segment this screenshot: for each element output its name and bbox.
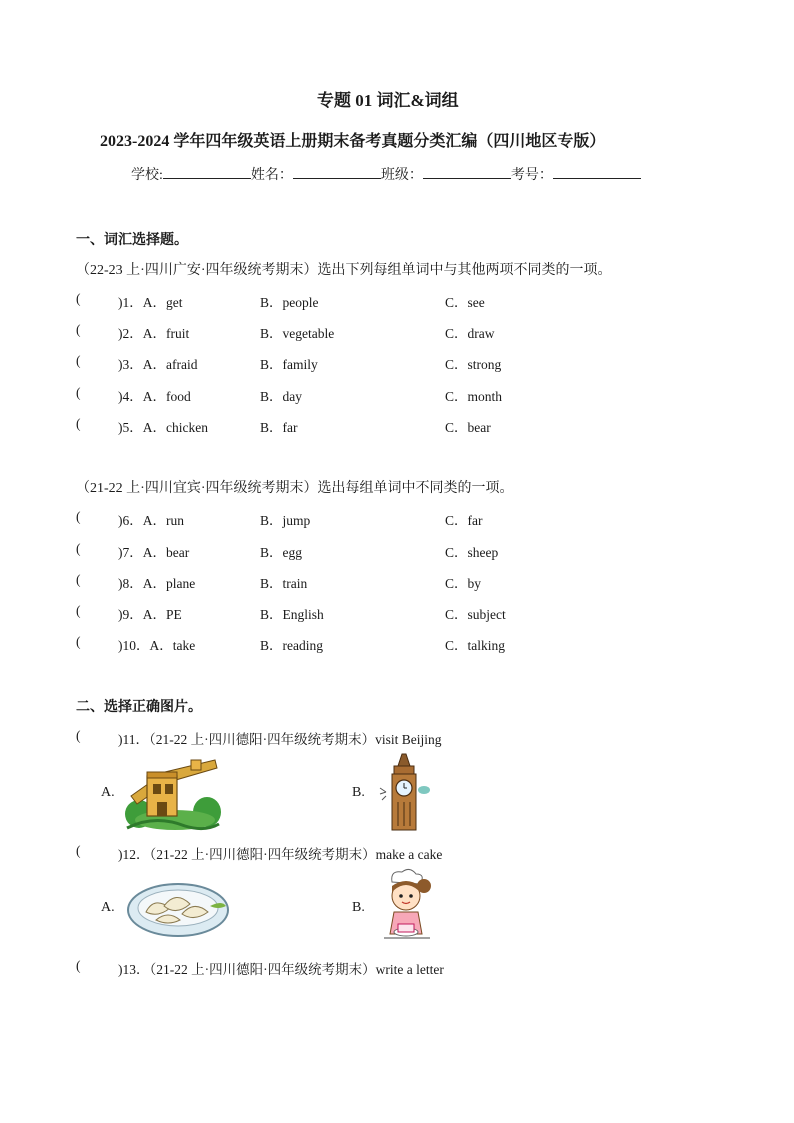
exam-number-label: 考号： — [510, 168, 553, 183]
answer-paren[interactable]: ( — [76, 728, 81, 743]
answer-paren[interactable]: ( — [76, 291, 81, 306]
option-b: B．far — [260, 420, 298, 435]
option-c: C．subject — [445, 607, 506, 622]
question-source: （22-23 上·四川广安·四年级统考期末）选出下列每组单词中与其他两项不同类的一项。 — [76, 263, 612, 278]
question-row — [76, 322, 716, 342]
option-b: B．jump — [260, 513, 311, 528]
question-row — [76, 353, 716, 373]
option-a: )1．A．get — [118, 295, 183, 310]
question-text: )12．（21-22 上·四川德阳·四年级统考期末）make a cake — [118, 847, 443, 862]
question-row — [76, 958, 716, 978]
page-title: 专题 01 词汇&词组 — [317, 91, 459, 110]
answer-paren[interactable]: ( — [76, 416, 81, 431]
option-b-label: B. — [352, 785, 365, 800]
option-b: B．reading — [260, 638, 323, 653]
student-info-line — [131, 164, 641, 184]
option-c: C．far — [445, 513, 483, 528]
name-label: 姓名： — [250, 168, 293, 183]
option-b: B．English — [260, 607, 324, 622]
option-a: )5．A．chicken — [118, 420, 208, 435]
question-source: （21-22 上·四川宜宾·四年级统考期末）选出每组单词中不同类的一项。 — [76, 481, 514, 496]
question-row — [76, 572, 716, 592]
option-b: B．vegetable — [260, 326, 335, 341]
option-b: B．day — [260, 389, 302, 404]
option-b: B．train — [260, 576, 308, 591]
section-heading-2: 二、选择正确图片。 — [76, 700, 202, 715]
option-b: B．family — [260, 357, 318, 372]
answer-paren[interactable]: ( — [76, 353, 81, 368]
option-b: B．people — [260, 295, 319, 310]
option-a: )7．A．bear — [118, 545, 190, 560]
option-a: )2．A．fruit — [118, 326, 190, 341]
great-wall-image[interactable] — [125, 754, 221, 830]
option-c: C．bear — [445, 420, 491, 435]
option-a: )9．A．PE — [118, 607, 182, 622]
option-c: C．sheep — [445, 545, 499, 560]
option-c: C．see — [445, 295, 485, 310]
question-row — [76, 291, 716, 311]
answer-paren[interactable]: ( — [76, 572, 81, 587]
dumplings-image[interactable] — [126, 876, 232, 940]
answer-paren[interactable]: ( — [76, 541, 81, 556]
class-label: 班级： — [380, 168, 423, 183]
answer-paren[interactable]: ( — [76, 603, 81, 618]
option-a: )8．A．plane — [118, 576, 196, 591]
answer-paren[interactable]: ( — [76, 843, 81, 858]
school-label: 学校: — [131, 168, 163, 183]
option-c: C．by — [445, 576, 482, 591]
option-c: C．month — [445, 389, 503, 404]
section-heading-1: 一、词汇选择题。 — [76, 233, 188, 248]
question-row — [76, 541, 716, 561]
question-text: )13．（21-22 上·四川德阳·四年级统考期末）write a letter — [118, 962, 444, 977]
answer-paren[interactable]: ( — [76, 634, 81, 649]
exam-number-blank[interactable] — [553, 165, 641, 179]
big-ben-image[interactable] — [376, 754, 432, 830]
answer-paren[interactable]: ( — [76, 322, 81, 337]
option-c: C．draw — [445, 326, 495, 341]
class-blank[interactable] — [423, 165, 511, 179]
option-a: )4．A．food — [118, 389, 191, 404]
question-row — [76, 385, 716, 405]
option-a-label: A. — [101, 900, 115, 915]
option-c: C．talking — [445, 638, 505, 653]
page-subtitle: 2023-2024 学年四年级英语上册期末备考真题分类汇编（四川地区专版） — [100, 133, 606, 150]
option-b: B．egg — [260, 545, 302, 560]
question-text: )11．（21-22 上·四川德阳·四年级统考期末）visit Beijing — [118, 732, 442, 747]
question-row — [76, 634, 716, 654]
option-a: )3．A．afraid — [118, 357, 198, 372]
school-blank[interactable] — [163, 165, 251, 179]
question-row — [76, 416, 716, 436]
question-row — [76, 843, 716, 863]
question-row — [76, 728, 716, 748]
option-b-label: B. — [352, 900, 365, 915]
option-a: )10．A．take — [118, 638, 196, 653]
answer-paren[interactable]: ( — [76, 385, 81, 400]
option-a: )6．A．run — [118, 513, 184, 528]
option-c: C．strong — [445, 357, 502, 372]
option-a-label: A. — [101, 785, 115, 800]
question-row — [76, 509, 716, 529]
answer-paren[interactable]: ( — [76, 509, 81, 524]
question-row — [76, 603, 716, 623]
answer-paren[interactable]: ( — [76, 958, 81, 973]
girl-baking-cake-image[interactable] — [376, 868, 434, 946]
name-blank[interactable] — [293, 165, 381, 179]
